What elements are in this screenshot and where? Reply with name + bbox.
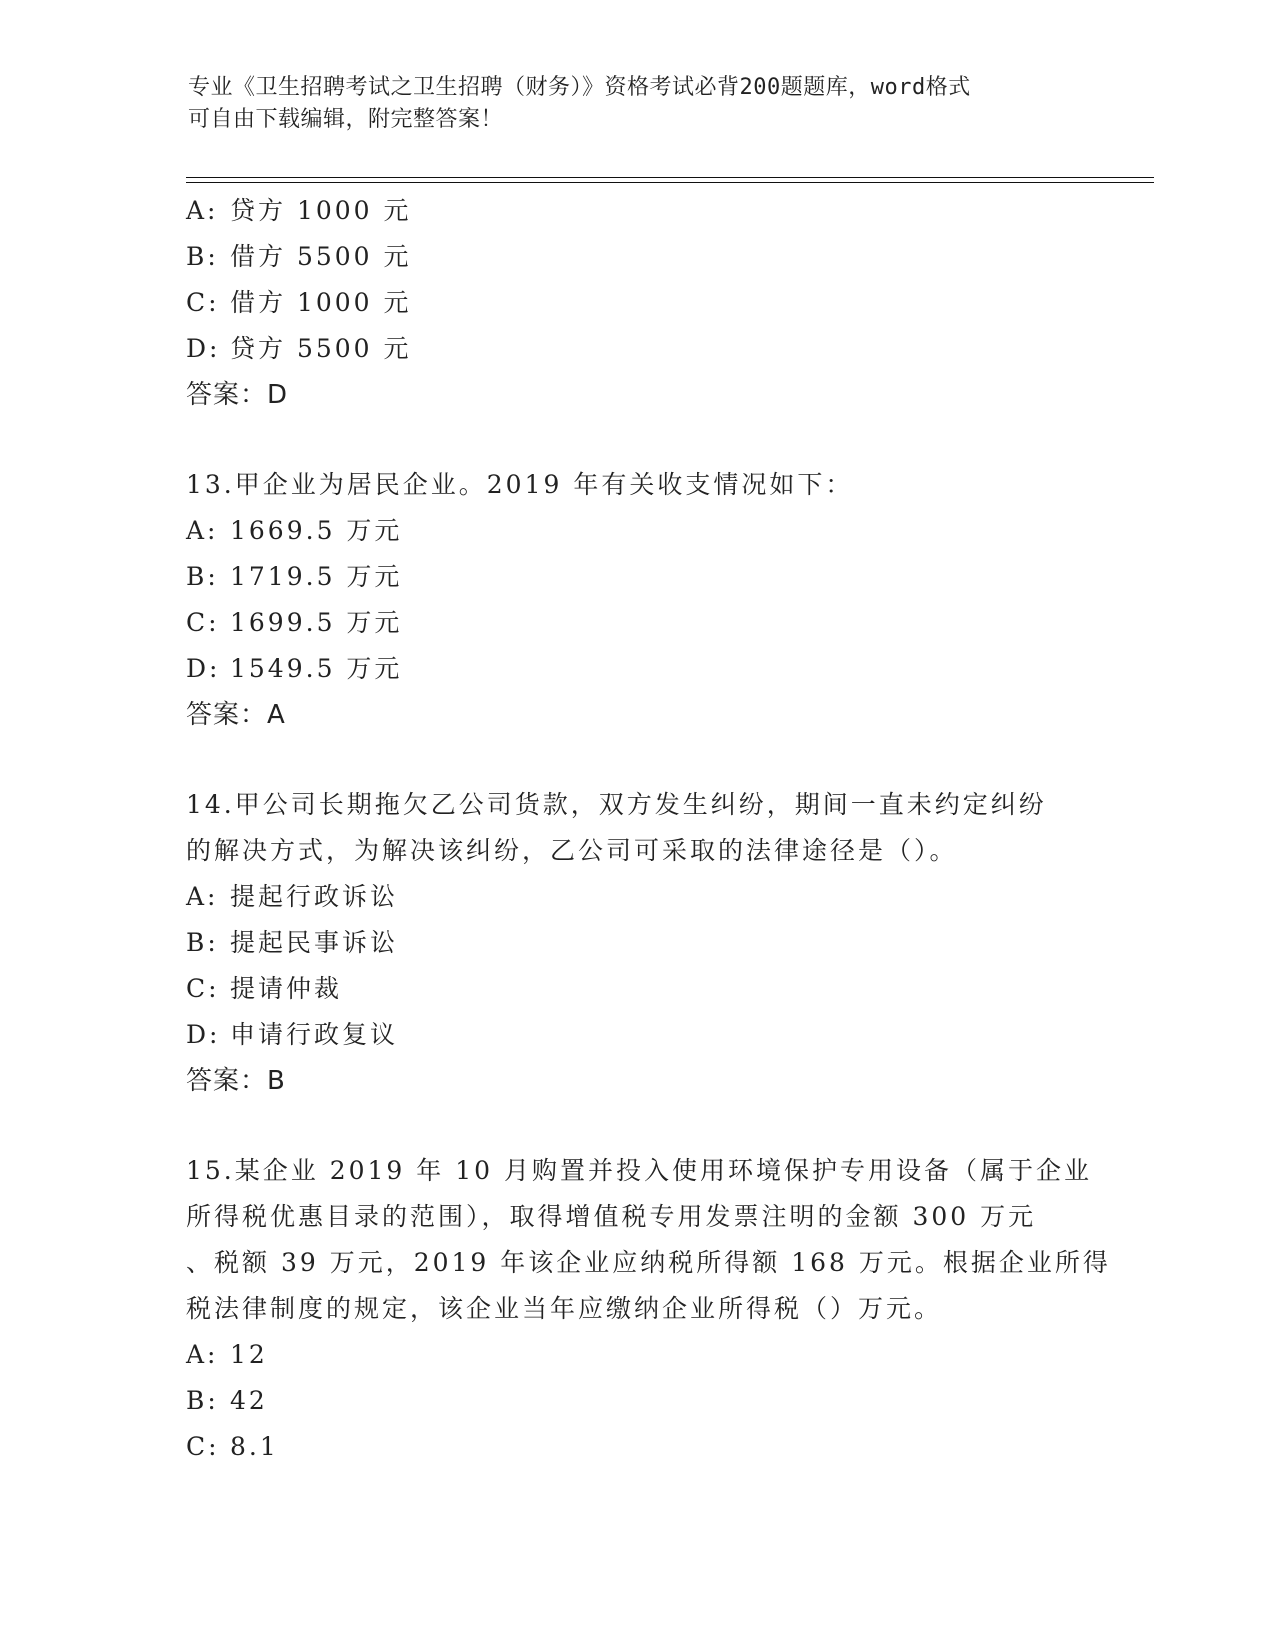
option-label: B: <box>186 928 219 957</box>
answer: 答案：A <box>186 700 286 730</box>
question-13 <box>186 462 1086 738</box>
header-divider-top <box>186 177 1154 178</box>
stem-line: 15.某企业 2019 年 10 月购置并投入使用环境保护专用设备（属于企业 <box>186 1156 1092 1185</box>
option-text: 1719.5 万元 <box>230 562 403 591</box>
option-text: 1699.5 万元 <box>230 608 403 637</box>
option-label: C: <box>186 1432 220 1461</box>
option-c <box>186 1424 1086 1470</box>
question-12 <box>186 188 1086 418</box>
option-a <box>186 508 1086 554</box>
option-label: A: <box>186 1340 219 1369</box>
option-text: 贷方 1000 元 <box>230 196 412 225</box>
question-14 <box>186 782 1086 1104</box>
option-text: 提起行政诉讼 <box>230 882 399 911</box>
option-d <box>186 646 1086 692</box>
option-label: C: <box>186 608 220 637</box>
stem-line: 13.甲企业为居民企业。2019 年有关收支情况如下： <box>186 470 854 499</box>
option-text: 42 <box>230 1386 268 1415</box>
option-label: D: <box>186 654 221 683</box>
stem-line: 的解决方式，为解决该纠纷，乙公司可采取的法律途径是（）。 <box>186 836 958 865</box>
option-label: A: <box>186 516 219 545</box>
option-label: C: <box>186 288 220 317</box>
option-b <box>186 920 1086 966</box>
question-list <box>186 188 1111 1470</box>
option-text: 借方 1000 元 <box>230 288 412 317</box>
option-c <box>186 280 1086 326</box>
option-c <box>186 966 1086 1012</box>
header-title-line-1: 专业《卫生招聘考试之卫生招聘（财务）》资格考试必背200题题库，word格式 <box>188 75 971 100</box>
option-a <box>186 188 1086 234</box>
option-label: B: <box>186 562 219 591</box>
stem-line: 14.甲公司长期拖欠乙公司货款，双方发生纠纷，期间一直未约定纠纷 <box>186 790 1047 819</box>
option-label: D: <box>186 1020 221 1049</box>
question-stem <box>186 462 1086 508</box>
option-text: 8.1 <box>230 1432 279 1461</box>
option-a <box>186 874 1086 920</box>
stem-line: 所得税优惠目录的范围），取得增值税专用发票注明的金额 300 万元 <box>186 1202 1037 1231</box>
option-text: 借方 5500 元 <box>230 242 412 271</box>
answer: 答案：D <box>186 380 289 410</box>
header-divider-bottom <box>186 182 1154 183</box>
option-label: A: <box>186 882 219 911</box>
option-d <box>186 326 1086 372</box>
option-text: 12 <box>230 1340 268 1369</box>
option-b <box>186 554 1086 600</box>
option-b <box>186 1378 1086 1424</box>
option-text: 1549.5 万元 <box>230 654 403 683</box>
option-b <box>186 234 1086 280</box>
option-text: 1669.5 万元 <box>230 516 403 545</box>
option-label: B: <box>186 1386 219 1415</box>
option-label: B: <box>186 242 219 271</box>
header-title-line-2: 可自由下载编辑，附完整答案！ <box>188 107 504 132</box>
document-header <box>188 72 1088 136</box>
option-label: A: <box>186 196 219 225</box>
question-stem <box>186 782 1086 874</box>
answer: 答案：B <box>186 1066 286 1096</box>
stem-line: 、税额 39 万元，2019 年该企业应纳税所得额 168 万元。根据企业所得 <box>186 1248 1111 1277</box>
stem-line: 税法律制度的规定，该企业当年应缴纳企业所得税（）万元。 <box>186 1294 943 1323</box>
option-label: C: <box>186 974 220 1003</box>
option-text: 提请仲裁 <box>230 974 343 1003</box>
option-text: 提起民事诉讼 <box>230 928 399 957</box>
option-d <box>186 1012 1086 1058</box>
option-label: D: <box>186 334 221 363</box>
option-text: 贷方 5500 元 <box>230 334 412 363</box>
option-a <box>186 1332 1086 1378</box>
question-15 <box>186 1148 1111 1470</box>
option-text: 申请行政复议 <box>230 1020 399 1049</box>
option-c <box>186 600 1086 646</box>
question-stem <box>186 1148 1111 1332</box>
